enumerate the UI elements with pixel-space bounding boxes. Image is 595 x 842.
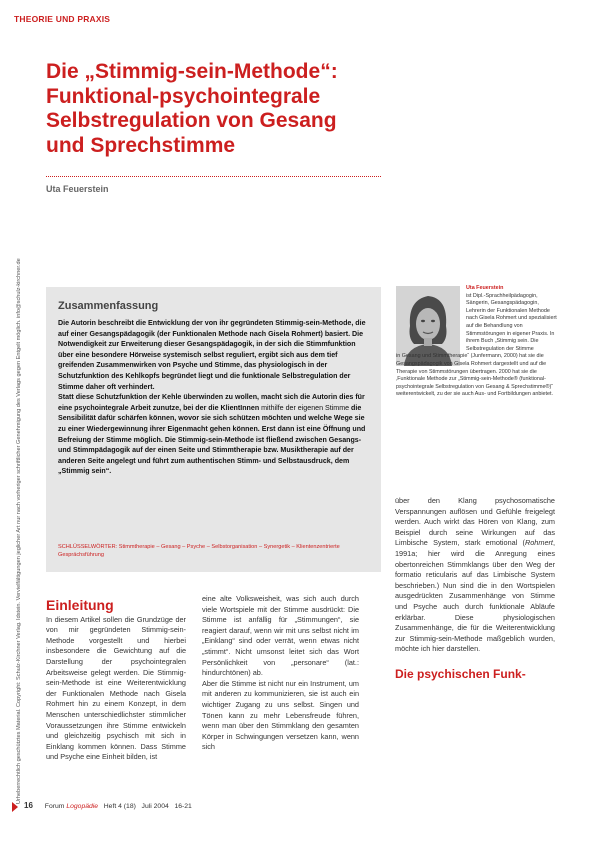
journal-date: Juli 2004 <box>141 803 169 810</box>
footer-arrow-icon <box>12 802 18 812</box>
title-line-4: und Sprechstimme <box>46 133 236 157</box>
column-3-text-part-2: , 1991a; hier wird die Anregung eines obertonreichen Stimmklangs über den Weg der formatio reticularis auf das Limbische System beschrieben.) Nun sind die in den Wortspielen ausgedrückten Zusammenhänge von Stimme und Psyche auch durch funktionale Abläufe erklärbar. Diese physiologischen Zusammenhänge, die für die Weiterentwicklung zur Stimmig-sein-Methode maßgeblich wurden, möchte ich hier darstellen. <box>395 538 555 654</box>
author-bio <box>396 285 558 399</box>
page-range: 16-21 <box>174 803 192 810</box>
journal-prefix: Forum <box>44 803 65 810</box>
article-author: Uta Feuerstein <box>46 184 109 194</box>
abstract-p2-part-a: Statt diese Schutzfunktion der Kehle überwinden zu wollen, macht sich die Autorin dies für eine psychointegrale Arbeit zunutze, bei der die KlientInnen <box>58 393 365 412</box>
column-2 <box>202 594 359 753</box>
abstract-body <box>58 318 372 477</box>
section-heading-psychische: Die psychischen Funk- <box>395 666 526 681</box>
title-line-2: Funktional-psychointegrale <box>46 84 321 108</box>
column-3-text-part-1: über den Klang psychosomatische Verspannungen auflösen und Gefühle freigelegt werden. Auch wirkt das Hören von Klang, zum Beispiel durch seine Wirkungen auf das Limbische System, stark emotional ( <box>395 496 555 548</box>
copyright-side-note <box>4 32 22 832</box>
journal-issue: Heft 4 (18) <box>103 803 136 810</box>
copyright-text: Urheberrechtlich geschütztes Material. Copyright: Schulz-Kirchner Verlag. Idstein. Vervielfältigungen jeglicher Art nur nach vorheriger schriftlicher Genehmigung des Verlags gegen Entgelt möglich. info@schulz-kirchner.de <box>16 258 22 804</box>
column-2-text-2: Aber die Stimme ist nicht nur ein Instrument, um mit anderen zu kommunizieren, sie ist auch ein wichtiger Zugang zu uns selbst. Singen und Tönen kann zu mehr Lebensfreude führen, wenn man über den Stimmklang den gesamten Körper in Schwingungen versetzen kann, wenn sich <box>202 678 359 752</box>
abstract-p2-part-c: die Sensibilität dafür schärfen können, wovor sie sich schützen möchten und welche Wege sie zu einer Wiedergewinnung ihrer Eigenmacht gehen können. Erst dann ist eine Öffnung und Befreiung der Stimme möglich. Die Stimmig-sein-Methode ist fließend zwischen Gesangs- und Stimmpädagogik auf der einen Seite und Stimmtherapie bzw. Musiktherapie auf der anderen Seite angelegt und führt zum authentischen Stimm- und Selbstausdruck, dem „Stimmig sein“. <box>58 403 366 476</box>
keywords: SCHLÜSSELWÖRTER: Stimmtherapie – Gesang – Psyche – Selbstorganisation – Synergetik – Klientenzentrierte Gesprächsführung <box>58 544 340 558</box>
title-line-1: Die „Stimmig-sein-Methode“: <box>46 60 338 83</box>
journal-name: Logopädie <box>66 803 99 810</box>
column-1 <box>46 597 186 763</box>
abstract-p2-part-b: mithilfe der eigenen Stimme <box>259 403 352 412</box>
citation-author: Rohmert <box>524 538 553 548</box>
column-2-text: eine alte Volksweisheit, was sich auch durch viele Wortspiele mit der Stimme ausdrückt: Die Stimme ist anfällig für „Stimmungen“, sie reagiert darauf, wenn wir mit uns selbst nicht im „Einklang“ sind oder verrät, wenn etwas nicht „stimmt“. Nicht umsonst leitet sich das Wort Persönlichkeit von „personare“ (lat.: hindurchtönen) ab. <box>202 594 359 678</box>
abstract-paragraph-1: Die Autorin beschreibt die Entwicklung der von ihr gegründeten Stimmig-sein-Methode, die auf einer Gesangspädagogik (der Funktionalen Methode nach Gisela Rohmert) basiert. Die Notwendigkeit zur Erweiterung dieser Gesangspädagogik, in der sich die Stimmfunktion über eine besondere Hörweise systemisch selbst reguliert, ergibt sich aus dem tief greifenden Zusammenwirken von Psyche und Stimme, das physiologisch in der Schutzfunktion des Kehlkopfs begründet liegt und die funktionale Selbstregulation der Stimme daher oft verhindert. <box>58 319 366 391</box>
bio-text-wrap: ist Dipl.-Sprachheilpädagogin, Sängerin, Gesangspädagogin, Lehrerin der Funktionalen Methode nach Gisela Rohmert und spezialisiert auf die Behandlung von Stimmstörungen in eigener Praxis. In ihrem Buch „Stimmig sein. Die Selbstregulation der Stimme <box>466 292 557 352</box>
article-title <box>46 60 406 158</box>
section-tag: THEORIE UND PRAXIS <box>14 14 111 24</box>
abstract-box <box>46 287 381 572</box>
bio-name: Uta Feuerstein <box>466 285 504 291</box>
bio-text-rest: in Gesang und Stimmtherapie“ (Junfermann, 2000) hat sie die Gesangspädagogik von Gisela Rohmert dargestellt und auf die Therapie von Stimmstörungen übertragen. 2000 hat sie die ‚Funktionale Methode zur „Stimmig-sein-Methode® (funktional-psychointegrale Selbstregulation von Gesang & Sprechstimme®)“ weiterentwickelt, zu der sie auch Aus- und Fortbildungen anbietet. <box>396 353 554 398</box>
abstract-paragraph-2 <box>58 392 372 477</box>
page-number: 16 <box>24 801 33 810</box>
title-line-3: Selbstregulation von Gesang <box>46 109 337 132</box>
section-heading-einleitung: Einleitung <box>46 597 114 613</box>
column-3 <box>395 496 555 680</box>
page-footer <box>24 801 192 810</box>
column-1-text: In diesem Artikel sollen die Grundzüge der von mir gegründeten Stimmig-sein-Methode vorgestellt und hierbei insbesondere die Gewichtung auf die Darstellung der psychointegralen Arbeitsweise gelegt werden. Die Stimmig-sein-Methode ist eine Weiterentwicklung der Funktionalen Methode nach Gisela Rohmert hin zu einem Konzept, in dem Menschen unterschiedlichster stimmlicher Voraussetzungen ihre Stimme entwickeln und gleichzeitig psychisch mit sich in Einklang kommen können. Dass Stimme und Psyche eine Einheit bilden, ist <box>46 614 186 762</box>
title-divider <box>46 176 381 177</box>
abstract-title: Zusammenfassung <box>58 300 159 312</box>
column-3-text <box>395 496 555 655</box>
